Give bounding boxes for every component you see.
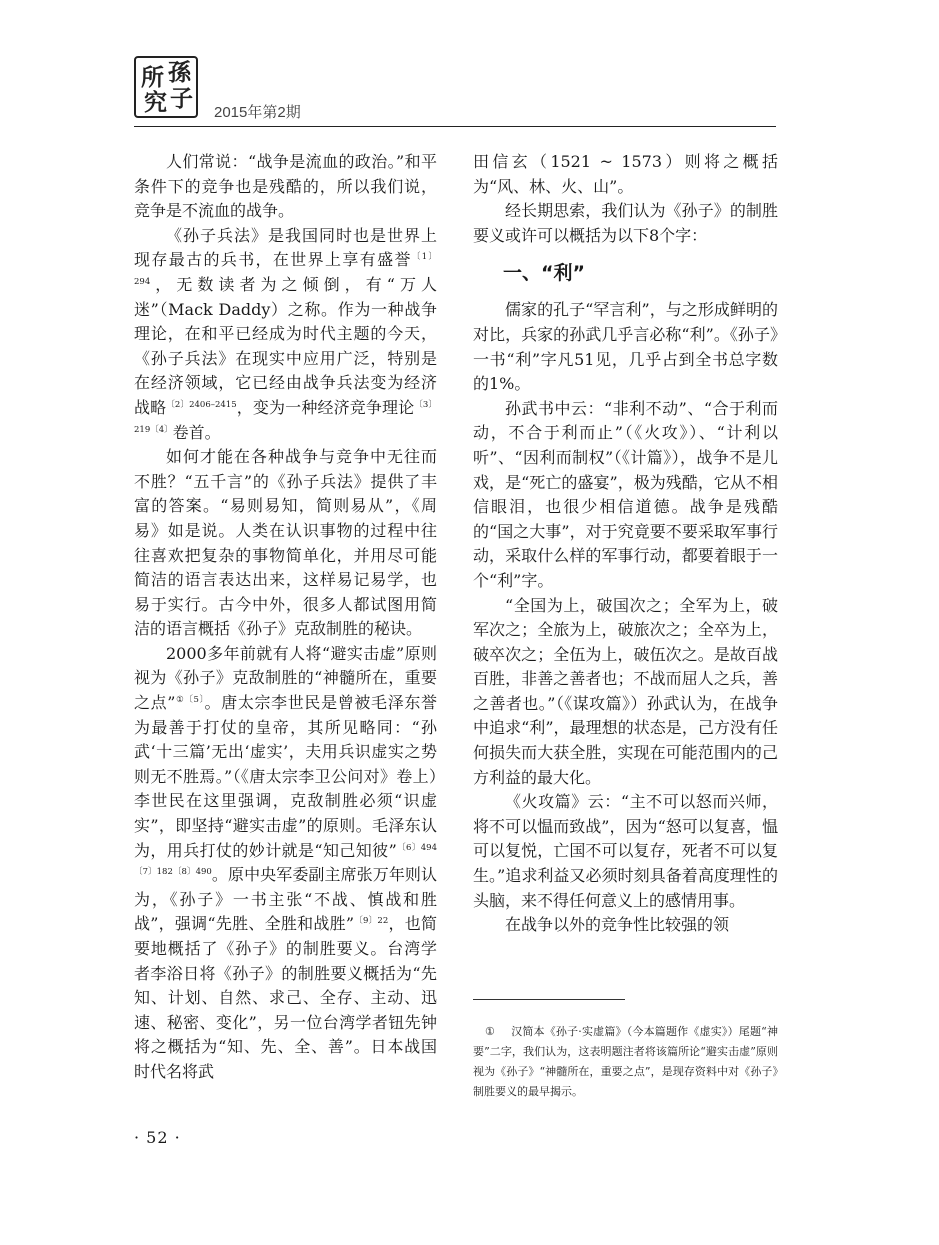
text-run: 。唐太宗李世民是曾被毛泽东誉为最善于打仗的皇帝，其所见略同：“孙武‘十三篇’无出‘虚实’，夫用兵识虚实之势则无不胜焉。”（《唐太宗李卫公问对》卷上）李世民在这里强调，克敌制胜必须“识虚实”，即坚持“避实击虚”的原则。毛泽东认为，用兵打仗的妙计就是“知己知彼” [134, 693, 437, 860]
paragraph: 儒家的孔子“罕言利”，与之形成鲜明的对比，兵家的孙武几乎言必称“利”。《孙子》一书“利”字凡51见，几乎占到全书总字数的1%。 [473, 300, 778, 394]
paragraph: 孙武书中云：“非利不动”、“合于利而动，不合于利而止”（《火攻》）、“计利以听”、“因利而制权”（《计篇》），战争不是儿戏，是“死亡的盛宴”，极为残酷，它从不相信眼泪，也很少相信道德。战争是残酷的“国之大事”，对于究竟要不要采取军事行动，采取什么样的军事行动，都要着眼于一个“利”字。 [473, 398, 778, 590]
logo-char: 子 [170, 85, 193, 112]
left-column [134, 150, 437, 1085]
page-number: · 52 · [134, 1128, 181, 1147]
issue-label: 2015年第2期 [214, 104, 301, 121]
paragraph-continued: 田信玄（1521 ~ 1573）则将之概括为“风、林、火、山”。 [473, 152, 778, 196]
paragraph: 《火攻篇》云：“主不可以怒而兴师，将不可以愠而致战”，因为“怒可以复喜，愠可以复悦，亡国不可以复存，死者不可以复生。”追求利益又必须时刻具备着高度理性的头脑，来不得任何意义上的感情用事。 [473, 792, 778, 910]
paragraph [134, 224, 437, 445]
citation: 〔6〕494〔7〕182〔8〕490 [134, 842, 437, 878]
right-column [473, 150, 778, 938]
footnote-rule [473, 999, 625, 1000]
footnote [473, 1022, 778, 1102]
text-run: 卷首。 [172, 422, 221, 442]
text-run: 《孙子兵法》是我国同时也是世界上现存最古的兵书，在世界上享有盛誉 [134, 225, 437, 270]
page-header [134, 52, 776, 130]
text-run: ，变为一种经济竞争理论 [236, 397, 415, 417]
paragraph: 如何才能在各种战争与竞争中无往而不胜？“五千言”的《孙子兵法》提供了丰富的答案。“易则易知，简则易从”，《周易》如是说。人类在认识事物的过程中往往喜欢把复杂的事物简单化，并用尽可能简洁的语言表达出来，这样易记易学，也易于实行。古今中外，很多人都试图用简洁的语言概括《孙子》克敌制胜的秘诀。 [134, 447, 437, 639]
paragraph [134, 642, 437, 1085]
footnote-number: ① [485, 1025, 495, 1038]
citation: 〔1〕294 [134, 252, 437, 287]
text-run: ，无数读者为之倾倒，有“万人迷”（Mack Daddy）之称。作为一种战争理论，在和平已经成为时代主题的今天，《孙子兵法》在现实中应用广泛，特别是在经济领域，它已经由战争兵法变为经济战略 [134, 274, 437, 417]
citation: 〔3〕219〔4〕 [134, 399, 437, 435]
footnote-text: 汉简本《孙子·实虚篇》（今本篇题作《虚实》）尾题“神要”二字，我们认为，这表明题注者将该篇所论“避实击虚”原则视为《孙子》“神髓所在，重要之点”，是现存资料中对《孙子》制胜要义的最早揭示。 [473, 1025, 778, 1098]
paragraph: 人们常说：“战争是流血的政治。”和平条件下的竞争也是残酷的，所以我们说，竞争是不流血的战争。 [134, 152, 437, 221]
header-rule [134, 126, 776, 127]
paragraph: 在战争以外的竞争性比较强的领 [505, 915, 730, 935]
paragraph: 经长期思索，我们认为《孙子》的制胜要义或许可以概括为以下8个字： [473, 201, 778, 245]
text-run: 。原中央军委副主席张万年则认为，《孙子》一书主张“不战、慎战和胜战”，强调“先胜、全胜和战胜” [134, 865, 437, 934]
journal-logo [134, 56, 198, 118]
logo-char: 究 [144, 89, 167, 116]
logo-char: 孫 [168, 59, 191, 86]
text-run: 2000多年前就有人将“避实击虚”原则视为《孙子》克敌制胜的“神髓所在，重要之点” [134, 643, 437, 713]
section-title: 一、“利” [503, 262, 585, 285]
citation: 〔2〕2406–2415 [166, 399, 237, 410]
text-run: ，也简要地概括了《孙子》的制胜要义。台湾学者李浴日将《孙子》的制胜要义概括为“先知、计划、自然、求己、全存、主动、迅速、秘密、变化”，另一位台湾学者钮先钟将之概括为“知、先、全、善”。日本战国时代名将武 [134, 914, 437, 1081]
citation: 〔9〕22 [354, 916, 389, 927]
logo-char: 所 [141, 64, 164, 91]
paragraph: “全国为上，破国次之；全军为上，破军次之；全旅为上，破旅次之；全卒为上，破卒次之；全伍为上，破伍次之。是故百战百胜，非善之善者也；不战而屈人之兵，善之善者也。”（《谋攻篇》）孙武认为，在战争中追求“利”，最理想的状态是，己方没有任何损失而大获全胜，实现在可能范围内的己方利益的最大化。 [473, 595, 778, 787]
citation: ①〔5〕 [175, 695, 205, 706]
